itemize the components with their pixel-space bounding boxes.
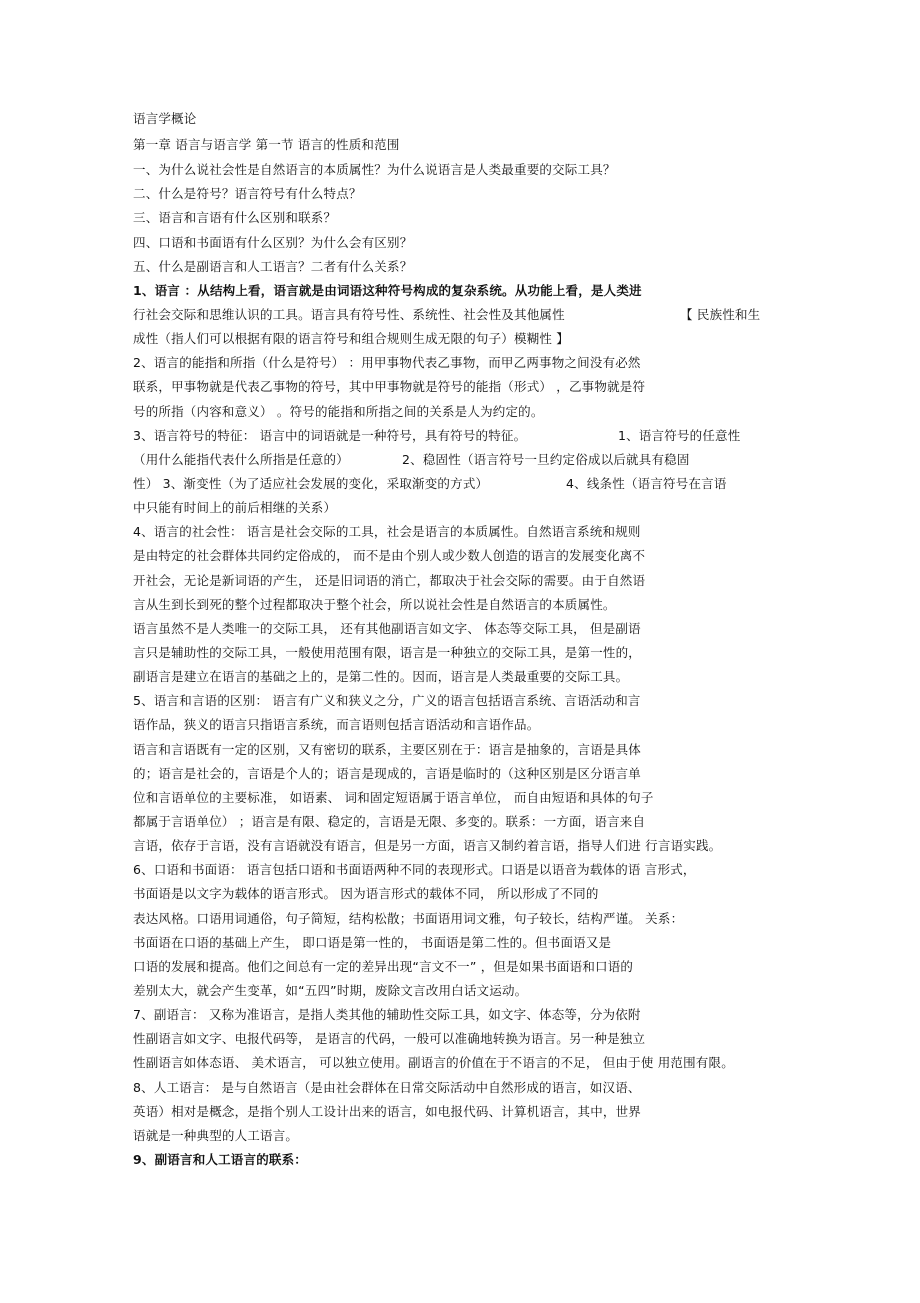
answer-8-line-3: 语就是一种典型的人工语言。: [133, 1128, 299, 1143]
answer-4-line-1: 4、语言的社会性： 语言是社会交际的工具，社会是语言的本质属性。自然语言系统和规则: [133, 524, 641, 539]
answer-4-line-2: 是由特定的社会群体共同约定俗成的， 而不是由个别人或少数人创造的语言的发展变化离不: [133, 548, 646, 563]
answer-8-line-2: 英语）相对是概念，是指个别人工设计出来的语言，如电报代码、计算机语言，其中，世界: [133, 1104, 642, 1119]
answer-4-line-7: 副语言是建立在语言的基础之上的，是第二性的。因而，语言是人类最重要的交际工具。: [133, 669, 629, 684]
answer-4-line-5: 语言虽然不是人类唯一的交际工具， 还有其他副语言如文字、 体态等交际工具， 但是副语: [133, 621, 641, 636]
question-1: 一、为什么说社会性是自然语言的本质属性？为什么说语言是人类最重要的交际工具？: [133, 162, 616, 177]
answer-5-line-1: 5、语言和言语的区别： 语言有广义和狭义之分，广义的语言包括语言系统、言语活动和言: [133, 693, 641, 708]
document-title: 语言学概论: [133, 111, 197, 126]
answer-3-line-3b: 4、线条性（语言符号在言语: [566, 476, 727, 491]
question-3: 三、语言和言语有什么区别和联系？: [133, 210, 337, 225]
answer-6-line-6: 差别太大，就会产生变革，如“五四”时期，废除文言改用白话文运动。: [133, 983, 528, 998]
question-5: 五、什么是副语言和人工语言？二者有什么关系？: [133, 259, 413, 274]
answer-5-line-5: 位和言语单位的主要标准， 如语素、 词和固定短语属于语言单位， 而自由短语和具体的句子: [133, 790, 654, 805]
answer-3-line-2a: （用什么能指代表什么所指是任意的）: [133, 452, 349, 467]
answer-5-line-6: 都属于言语单位） ；语言是有限、稳定的，言语是无限、多变的。联系：一方面，语言来自: [133, 814, 646, 829]
answer-3-line-1a: 3、语言符号的特征： 语言中的词语就是一种符号，具有符号的特征。: [133, 428, 527, 443]
answer-4-line-3: 开社会，无论是新词语的产生， 还是旧词语的消亡，都取决于社会交际的需要。由于自然语: [133, 573, 646, 588]
answer-4-line-4: 言从生到长到死的整个过程都取决于整个社会，所以说社会性是自然语言的本质属性。: [133, 597, 616, 612]
answer-7-line-3: 性副语言如体态语、 美术语言， 可以独立使用。副语言的价值在于不语言的不足， 但由于使 用范围有限。: [133, 1055, 734, 1070]
answer-2-line-3: 号的所指（内容和意义） 。符号的能指和所指之间的关系是人为约定的。: [133, 404, 544, 419]
answer-6-line-5: 口语的发展和提高。他们之间总有一定的差异出现“言文不一” ，但是如果书面语和口语的: [133, 959, 634, 974]
answer-9-line-1: 9、副语言和人工语言的联系：: [133, 1152, 307, 1167]
question-2: 二、什么是符号？语言符号有什么特点？: [133, 186, 362, 201]
answer-1-line-1: 1、语言 ：从结构上看，语言就是由词语这种符号构成的复杂系统。从功能上看，是人类进: [133, 283, 642, 298]
answer-1-line-3: 成性（指人们可以根据有限的语言符号和组合规则生成无限的句子）模糊性 】: [133, 331, 569, 346]
answer-6-line-2: 书面语是以文字为载体的语言形式。 因为语言形式的载体不同， 所以形成了不同的: [133, 886, 599, 901]
question-4: 四、口语和书面语有什么区别？为什么会有区别？: [133, 235, 413, 250]
answer-5-line-3: 语言和言语既有一定的区别，又有密切的联系，主要区别在于：语言是抽象的，言语是具体: [133, 742, 642, 757]
answer-6-line-1: 6、口语和书面语： 语言包括口语和书面语两种不同的表现形式。口语是以语音为载体的语 言形式，: [133, 862, 696, 877]
answer-1-line-2b: 【 民族性和生: [680, 307, 761, 322]
answer-6-line-4: 书面语在口语的基础上产生， 即口语是第一性的， 书面语是第二性的。但书面语又是: [133, 935, 612, 950]
answer-7-line-2: 性副语言如文字、电报代码等， 是语言的代码，一般可以准确地转换为语言。另一种是独立: [133, 1031, 646, 1046]
answer-6-line-3: 表达风格。口语用词通俗，句子简短，结构松散；书面语用词文雅，句子较长，结构严谨。 关系：: [133, 911, 684, 926]
answer-2-line-2: 联系，甲事物就是代表乙事物的符号，其中甲事物就是符号的能指（形式） ，乙事物就是符: [133, 379, 646, 394]
answer-7-line-1: 7、副语言： 又称为准语言，是指人类其他的辅助性交际工具，如文字、体态等，分为依附: [133, 1007, 641, 1022]
answer-5-line-4: 的；语言是社会的，言语是个人的；语言是现成的，言语是临时的（这种区别是区分语言单: [133, 766, 642, 781]
chapter-heading: 第一章 语言与语言学 第一节 语言的性质和范围: [133, 137, 400, 152]
answer-8-line-1: 8、人工语言： 是与自然语言（是由社会群体在日常交际活动中自然形成的语言，如汉语、: [133, 1080, 641, 1095]
answer-3-line-3a: 性） 3、渐变性（为了适应社会发展的变化，采取渐变的方式）: [133, 476, 489, 491]
answer-5-line-2: 语作品，狭义的语言只指语言系统，而言语则包括言语活动和言语作品。: [133, 717, 540, 732]
answer-3-line-1b: 1、语言符号的任意性: [618, 428, 741, 443]
answer-3-line-2b: 2、稳固性（语言符号一旦约定俗成以后就具有稳固: [402, 452, 690, 467]
answer-1-line-2a: 行社会交际和思维认识的工具。语言具有符号性、系统性、社会性及其他属性: [133, 307, 565, 322]
answer-4-line-6: 言只是辅助性的交际工具，一般使用范围有限，语言是一种独立的交际工具，是第一性的，: [133, 645, 642, 660]
answer-5-line-7: 言语，依存于言语，没有言语就没有语言，但是另一方面，语言又制约着言语，指导人们进 行言语实践。: [133, 838, 722, 853]
answer-2-line-1: 2、语言的能指和所指（什么是符号） ：用甲事物代表乙事物，而甲乙两事物之间没有必然: [133, 355, 641, 370]
answer-3-line-4: 中只能有时间上的前后相继的关系）: [133, 500, 337, 515]
